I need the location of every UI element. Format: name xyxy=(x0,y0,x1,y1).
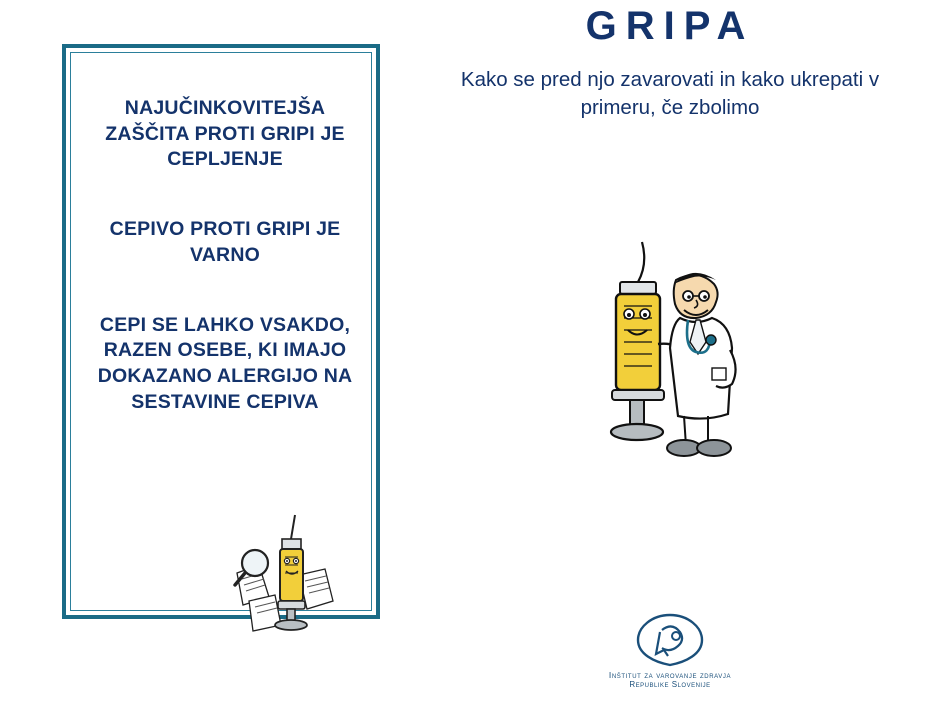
syringe-and-doctor-illustration xyxy=(580,240,750,470)
logo-text-line-2: Republike Slovenije xyxy=(629,680,711,689)
page-subtitle: Kako se pred njo zavarovati in kako ukrepati v primeru, če zbolimo xyxy=(460,68,880,119)
key-messages-panel xyxy=(62,44,380,619)
institute-shield-icon xyxy=(632,612,708,668)
logo-text-line-1: Inštitut za varovanje zdravja xyxy=(608,670,732,680)
organization-logo xyxy=(560,612,780,689)
key-message-1: NAJUČINKOVITEJŠA ZAŠČITA PROTI GRIPI JE CEPLJENJE xyxy=(105,97,345,171)
doctor-character xyxy=(667,273,736,456)
key-message-3: CEPI SE LAHKO VSAKDO, RAZEN OSEBE, KI IMAJO DOKAZANO ALERGIJO NA SESTAVINE CEPIVA xyxy=(97,313,353,413)
key-message-2: CEPIVO PROTI GRIPI JE VARNO xyxy=(109,218,341,266)
syringe-character xyxy=(275,515,307,630)
syringe-with-documents-illustration xyxy=(229,513,347,638)
page-title: GRIPA xyxy=(585,4,755,48)
key-messages-list xyxy=(84,96,366,416)
